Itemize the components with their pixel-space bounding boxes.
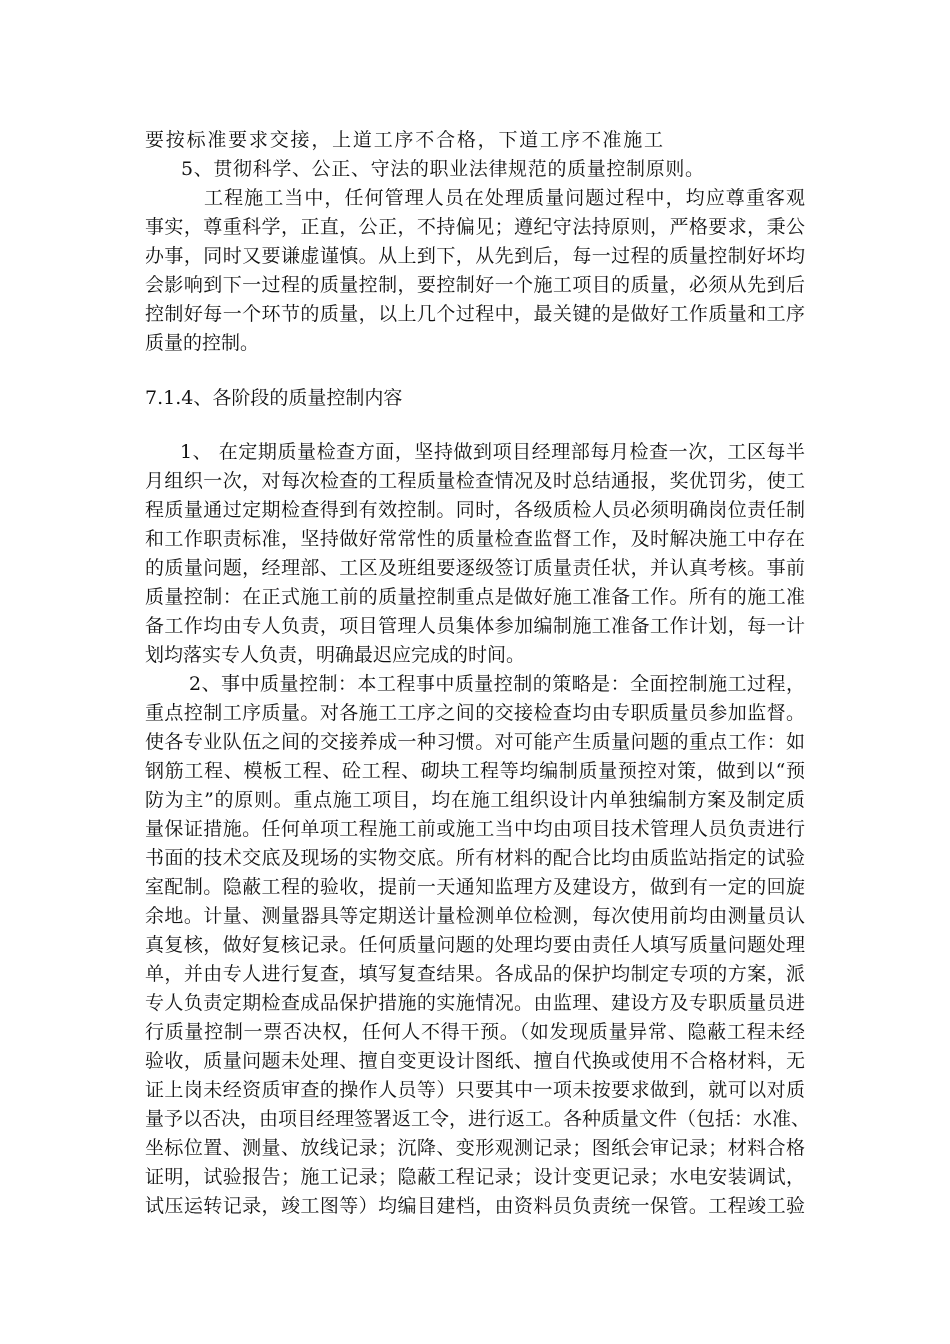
paragraph-line: 月组织一次，对每次检查的工程质量检查情况及时总结通报，奖优罚劣，使工 xyxy=(145,470,805,492)
paragraph-line: 单，并由专人进行复查，填写复查结果。各成品的保护均制定专项的方案，派 xyxy=(145,963,805,985)
paragraph-line: 钢筋工程、模板工程、砼工程、砌块工程等均编制质量预控对策，做到以“预 xyxy=(145,760,805,782)
paragraph-line: 事实，尊重科学，正直，公正，不持偏见；遵纪守法持原则，严格要求，秉公 xyxy=(145,216,805,238)
paragraph-line: 书面的技术交底及现场的实物交底。所有材料的配合比均由质监站指定的试验 xyxy=(145,847,805,869)
paragraph-line: 和工作职责标准，坚持做好常常性的质量检查监督工作，及时解决施工中存在 xyxy=(145,528,805,550)
paragraph-line: 证明，试验报告；施工记录；隐蔽工程记录；设计变更记录；水电安装调试， xyxy=(145,1166,805,1188)
paragraph-line: 行质量控制一票否决权，任何人不得干预。（如发现质量异常、隐蔽工程未经 xyxy=(145,1021,805,1043)
paragraph-line: 质量的控制。 xyxy=(145,332,260,354)
paragraph-line: 质量控制：在正式施工前的质量控制重点是做好施工准备工作。所有的施工准 xyxy=(145,586,805,608)
list-item-2: 2、事中质量控制：本工程事中质量控制的策略是：全面控制施工过程， xyxy=(189,673,805,695)
paragraph-line: 真复核，做好复核记录。任何质量问题的处理均要由责任人填写质量问题处理 xyxy=(145,934,805,956)
section-heading: 7.1.4、各阶段的质量控制内容 xyxy=(145,387,403,409)
paragraph-line: 验收，质量问题未处理、擅自变更设计图纸、擅自代换或使用不合格材料，无 xyxy=(145,1050,805,1072)
paragraph-line: 防为主”的原则。重点施工项目，均在施工组织设计内单独编制方案及制定质 xyxy=(145,789,805,811)
paragraph-line: 程质量通过定期检查得到有效控制。同时，各级质检人员必须明确岗位责任制 xyxy=(145,499,805,521)
paragraph-line: 办事，同时又要谦虚谨慎。从上到下，从先到后，每一过程的质量控制好坏均 xyxy=(145,245,805,267)
list-item-1: 1、 在定期质量检查方面，坚持做到项目经理部每月检查一次，工区每半 xyxy=(180,441,805,463)
paragraph-line: 会影响到下一过程的质量控制，要控制好一个施工项目的质量，必须从先到后 xyxy=(145,274,805,296)
paragraph-line: 坐标位置、测量、放线记录；沉降、变形观测记录；图纸会审记录；材料合格 xyxy=(145,1137,805,1159)
paragraph-line: 余地。计量、测量器具等定期送计量检测单位检测，每次使用前均由测量员认 xyxy=(145,905,805,927)
paragraph-line: 控制好每一个环节的质量，以上几个过程中，最关键的是做好工作质量和工序 xyxy=(145,303,805,325)
paragraph-line: 量予以否决，由项目经理签署返工令，进行返工。各种质量文件（包括：水准、 xyxy=(145,1108,811,1130)
list-item-5: 5、贯彻科学、公正、守法的职业法律规范的质量控制原则。 xyxy=(181,158,704,180)
paragraph-line: 室配制。隐蔽工程的验收，提前一天通知监理方及建设方，做到有一定的回旋 xyxy=(145,876,805,898)
paragraph-line: 划均落实专人负责，明确最迟应完成的时间。 xyxy=(145,644,526,666)
paragraph-line: 使各专业队伍之间的交接养成一种习惯。对可能产生质量问题的重点工作：如 xyxy=(145,731,805,753)
paragraph-line: 备工作均由专人负责，项目管理人员集体参加编制施工准备工作计划，每一计 xyxy=(145,615,805,637)
text-line-1: 要按标准要求交接，上道工序不合格，下道工序不准施工 xyxy=(145,129,663,151)
paragraph-line: 证上岗未经资质审查的操作人员等）只要其中一项未按要求做到，就可以对质 xyxy=(145,1079,805,1101)
paragraph-line: 试压运转记录，竣工图等）均编目建档，由资料员负责统一保管。工程竣工验 xyxy=(145,1195,805,1217)
paragraph-line: 的质量问题，经理部、工区及班组要逐级签订质量责任状，并认真考核。事前 xyxy=(145,557,805,579)
paragraph-line: 重点控制工序质量。对各施工工序之间的交接检查均由专职质量员参加监督。 xyxy=(145,702,805,724)
paragraph-line: 量保证措施。任何单项工程施工前或施工当中均由项目技术管理人员负责进行 xyxy=(145,818,805,840)
paragraph-line: 工程施工当中，任何管理人员在处理质量问题过程中，均应尊重客观 xyxy=(204,187,805,209)
paragraph-line: 专人负责定期检查成品保护措施的实施情况。由监理、建设方及专职质量员进 xyxy=(145,992,805,1014)
